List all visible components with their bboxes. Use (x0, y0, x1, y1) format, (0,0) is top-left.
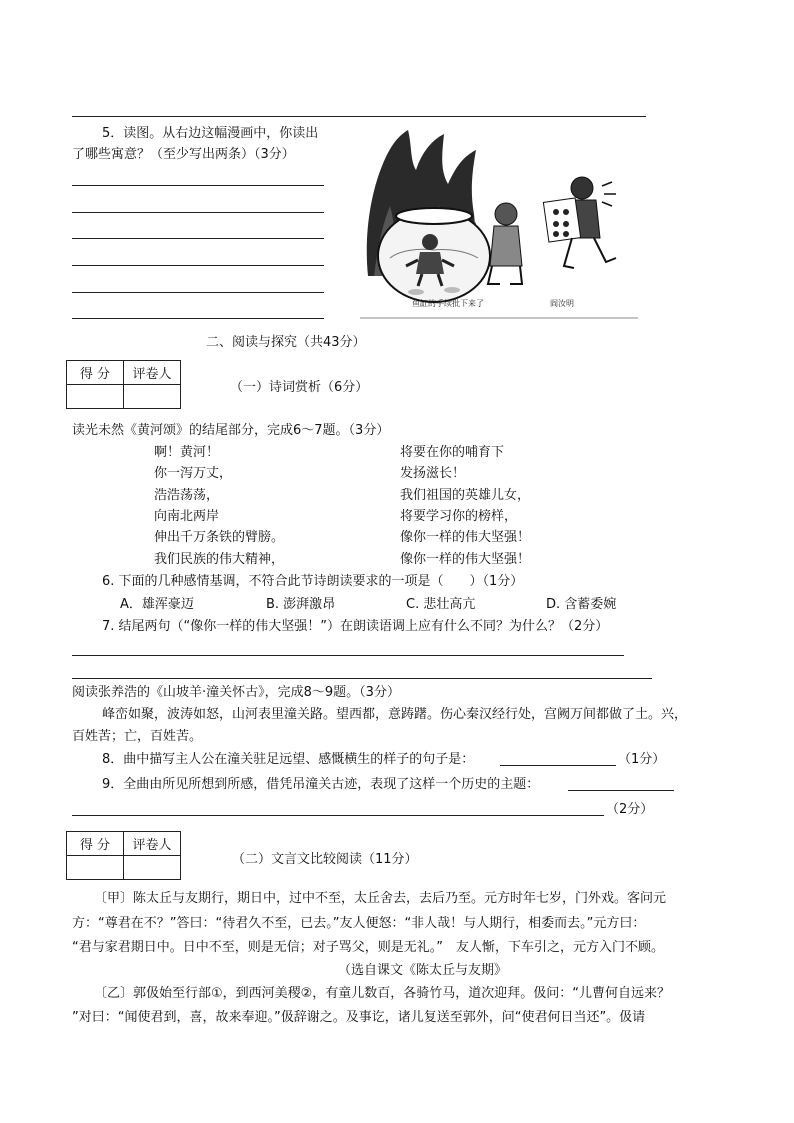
q9-question: 9．全曲由所见所想到所感，借凭吊潼关古迹，表现了这样一个历史的主题： (102, 777, 540, 792)
poem-right-6: 像你一样的伟大坚强！ (400, 552, 531, 567)
cartoon-caption: 鱼缸的手续批下来了 (412, 299, 484, 308)
cartoon-drawing (360, 126, 638, 322)
grader-header: 评卷人 (124, 361, 181, 385)
q7-question: 7. 结尾两句（“像你一样的伟大坚强！”）在朗读语调上应有什么不同？为什么？（2分） (102, 619, 609, 634)
poem-left-3: 浩浩荡荡， (154, 488, 220, 503)
jia-line1: 〔甲〕陈太丘与友期行，期日中，过中不至，太丘舍去，去后乃至。元方时年七岁，门外戏。客问元 (94, 891, 667, 906)
score-header: 得 分 (67, 361, 124, 385)
grader-header: 评卷人 (124, 832, 181, 856)
q8-question: 8．曲中描写主人公在潼关驻足远望、感慨横生的样子的句子是： (102, 752, 475, 767)
score-cell[interactable] (67, 856, 124, 880)
q6-option-c[interactable]: C. 悲壮高亢 (406, 597, 476, 612)
poem-right-3: 我们祖国的英雄儿女， (400, 488, 531, 503)
cartoon-image (360, 126, 638, 322)
yi-line1: 〔乙〕郭伋始至行部①，到西河美稷②，有童儿数百，各骑竹马，道次迎拜。伋问：“儿曹何自远来？ (94, 986, 671, 1001)
q7-answer-line-1[interactable] (72, 655, 624, 656)
poem-right-2: 发扬滋长！ (400, 466, 466, 481)
q5-prompt-line2: 了哪些寓意？（至少写出两条）（3分） (72, 147, 295, 162)
q8-points: （1分） (618, 752, 666, 767)
q5-answer-line-3[interactable] (72, 238, 324, 239)
poem-right-5: 像你一样的伟大坚强！ (400, 530, 531, 545)
q5-answer-line-1[interactable] (72, 185, 324, 186)
q9-answer-line-2[interactable] (72, 815, 604, 816)
part1-intro2: 阅读张养浩的《山坡羊·潼关怀古》，完成8～9题。（3分） (72, 685, 400, 700)
q5-answer-line-6[interactable] (72, 318, 324, 319)
poem-left-5: 伸出千万条铁的臂膀。 (154, 530, 285, 545)
q9-answer-line-1[interactable] (568, 790, 674, 791)
answer-line-top[interactable] (72, 116, 646, 117)
q5-answer-line-2[interactable] (72, 212, 324, 213)
part1-intro: 读光未然《黄河颂》的结尾部分，完成6～7题。（3分） (72, 423, 390, 438)
grader-cell[interactable] (124, 856, 181, 880)
grader-cell[interactable] (124, 385, 181, 409)
q5-prompt-line1: 5．读图。从右边这幅漫画中，你读出 (102, 126, 319, 141)
jia-line2: 方：“尊君在不？”答曰：“待君久不至，已去。”友人便怒：“非人哉！与人期行，相委而去。”元方曰： (72, 916, 646, 931)
q9-points: （2分） (606, 802, 654, 817)
score-table-2 (66, 831, 181, 880)
jia-line3: “君与家君期日中。日中不至，则是无信；对子骂父，则是无礼。” 友人惭，下车引之，元方入门不顾。 (72, 940, 664, 955)
q6-option-a[interactable]: A．雄浑豪迈 (120, 597, 194, 612)
poem-left-1: 啊！黄河！ (154, 445, 220, 460)
cartoon-author: 阎汝明 (550, 299, 574, 308)
poem-right-1: 将要在你的哺育下 (400, 445, 505, 460)
jia-source: （选自课文《陈太丘与友期》 (338, 963, 508, 978)
poem-right-4: 将要学习你的榜样， (400, 509, 518, 524)
yi-line2: ”对曰：“闻使君到，喜，故来奉迎。”伋辞谢之。及事讫，诸儿复送至郭外，问“使君何日当还”。伋请 (72, 1010, 646, 1025)
q7-answer-line-2[interactable] (72, 678, 652, 679)
passage-line2: 百姓苦；亡，百姓苦。 (72, 729, 203, 744)
score-header: 得 分 (67, 832, 124, 856)
section2-title: 二、阅读与探究（共43分） (206, 335, 366, 350)
part1-title: （一）诗词赏析（6分） (230, 380, 369, 395)
q6-option-b[interactable]: B. 澎湃激昂 (266, 597, 336, 612)
q5-answer-line-5[interactable] (72, 292, 324, 293)
q5-answer-line-4[interactable] (72, 265, 324, 266)
poem-left-4: 向南北两岸 (154, 509, 220, 524)
score-cell[interactable] (67, 385, 124, 409)
passage-line1: 峰峦如聚，波涛如怒，山河表里潼关路。望西都，意踌躇。伤心秦汉经行处，宫阙万间都做了土。兴， (102, 707, 688, 722)
q6-option-d[interactable]: D. 含蓄委婉 (546, 597, 617, 612)
poem-left-6: 我们民族的伟大精神， (154, 552, 285, 567)
q8-answer-line[interactable] (500, 765, 616, 766)
part2-title: （二）文言文比较阅读（11分） (232, 852, 418, 867)
q6-question: 6. 下面的几种感情基调，不符合此节诗朗读要求的一项是（ ）（1分） (102, 574, 524, 589)
score-table-1 (66, 360, 181, 409)
poem-left-2: 你一泻万丈， (154, 466, 233, 481)
